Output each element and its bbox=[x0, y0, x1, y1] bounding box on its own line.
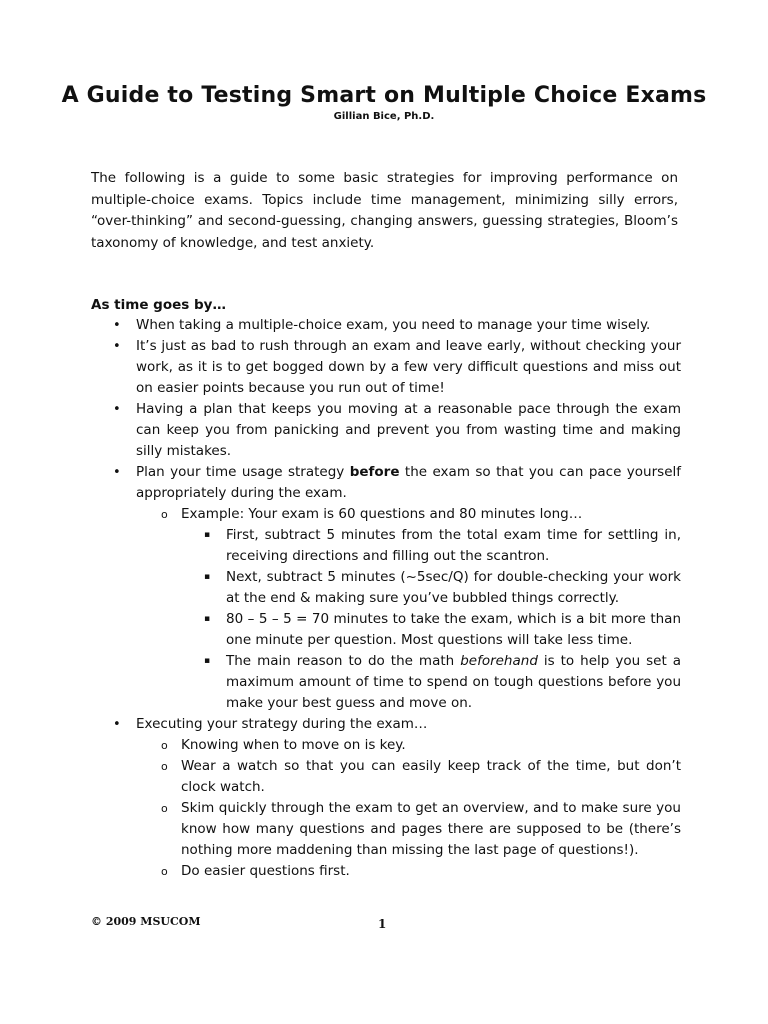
step-item bbox=[181, 651, 681, 714]
step-item bbox=[181, 525, 681, 567]
main-bullet-list bbox=[91, 315, 681, 882]
emphasis-before: before bbox=[349, 464, 400, 480]
list-item-text: Plan your time usage strategy before the exam so that you can pace yourself appropriately during the exam. bbox=[136, 464, 682, 501]
step-item bbox=[181, 609, 681, 651]
sub-list-item bbox=[136, 735, 681, 756]
step-item-text: The main reason to do the math beforehand is to help you set a maximum amount of time to spend on tough questions before you make your best guess and move on. bbox=[226, 653, 681, 711]
circle-bullet-icon: o bbox=[161, 760, 168, 773]
sub-list-item-text: Do easier questions first. bbox=[181, 863, 350, 879]
list-item bbox=[91, 399, 681, 462]
bullet-icon: • bbox=[113, 465, 121, 480]
section-heading: As time goes by… bbox=[91, 297, 226, 313]
circle-bullet-icon: o bbox=[161, 865, 168, 878]
list-item-text: When taking a multiple-choice exam, you need to manage your time wisely. bbox=[136, 317, 651, 333]
author-line: Gillian Bice, Ph.D. bbox=[333, 111, 435, 122]
step-item-text: 80 – 5 – 5 = 70 minutes to take the exam, which is a bit more than one minute per question. Most questions will take less time. bbox=[226, 611, 681, 648]
sub-list-item-text: Wear a watch so that you can easily keep track of the time, but don’t clock watch. bbox=[181, 758, 681, 795]
page-number: 1 bbox=[378, 917, 387, 931]
square-bullet-icon: ▪ bbox=[204, 572, 211, 582]
list-item bbox=[91, 714, 681, 882]
sub-list-item bbox=[136, 861, 681, 882]
step-item bbox=[181, 567, 681, 609]
circle-bullet-icon: o bbox=[161, 802, 168, 815]
sub-list-item-text: Knowing when to move on is key. bbox=[181, 737, 406, 753]
step-list bbox=[181, 525, 681, 714]
bullet-icon: • bbox=[113, 318, 121, 333]
sub-list-item-text: Skim quickly through the exam to get an overview, and to make sure you know how many questions and pages there are supposed to be (there’s nothing more maddening than missing the last page of questions!). bbox=[181, 800, 681, 858]
sub-list bbox=[136, 504, 681, 714]
list-item bbox=[91, 336, 681, 399]
document-title: A Guide to Testing Smart on Multiple Choice Exams bbox=[61, 83, 707, 108]
sub-list bbox=[136, 735, 681, 882]
square-bullet-icon: ▪ bbox=[204, 656, 211, 666]
list-item bbox=[91, 315, 681, 336]
step-item-text: Next, subtract 5 minutes (~5sec/Q) for double-checking your work at the end & making sure you’ve bubbled things correctly. bbox=[226, 569, 681, 606]
circle-bullet-icon: o bbox=[161, 508, 168, 521]
list-item-text: It’s just as bad to rush through an exam and leave early, without checking your work, as it is to get bogged down by a few very difficult questions and miss out on easier points because you run out of time! bbox=[136, 338, 681, 396]
bullet-list-area bbox=[91, 315, 681, 882]
list-item bbox=[91, 462, 681, 714]
list-item-text: Having a plan that keeps you moving at a reasonable pace through the exam can keep you from panicking and prevent you from wasting time and making silly mistakes. bbox=[136, 401, 681, 459]
step-item-text: First, subtract 5 minutes from the total exam time for settling in, receiving directions and filling out the scantron. bbox=[226, 527, 681, 564]
emphasis-beforehand: beforehand bbox=[460, 653, 538, 669]
bullet-icon: • bbox=[113, 339, 121, 354]
square-bullet-icon: ▪ bbox=[204, 530, 211, 540]
sub-list-item-text: Example: Your exam is 60 questions and 80 minutes long… bbox=[181, 506, 583, 522]
sub-list-item bbox=[136, 504, 681, 714]
bullet-icon: • bbox=[113, 717, 121, 732]
footer-copyright: © 2009 MSUCOM bbox=[91, 915, 201, 928]
sub-list-item bbox=[136, 756, 681, 798]
square-bullet-icon: ▪ bbox=[204, 614, 211, 624]
intro-paragraph: The following is a guide to some basic strategies for improving performance on multiple-choice exams. Topics include time management, minimizing silly errors, “over-thinking” and second-guessing, changing answers, guessing strategies, Bloom’s taxonomy of knowledge, and test anxiety. bbox=[91, 170, 678, 251]
circle-bullet-icon: o bbox=[161, 739, 168, 752]
sub-list-item bbox=[136, 798, 681, 861]
list-item-text: Executing your strategy during the exam… bbox=[136, 716, 428, 732]
bullet-icon: • bbox=[113, 402, 121, 417]
